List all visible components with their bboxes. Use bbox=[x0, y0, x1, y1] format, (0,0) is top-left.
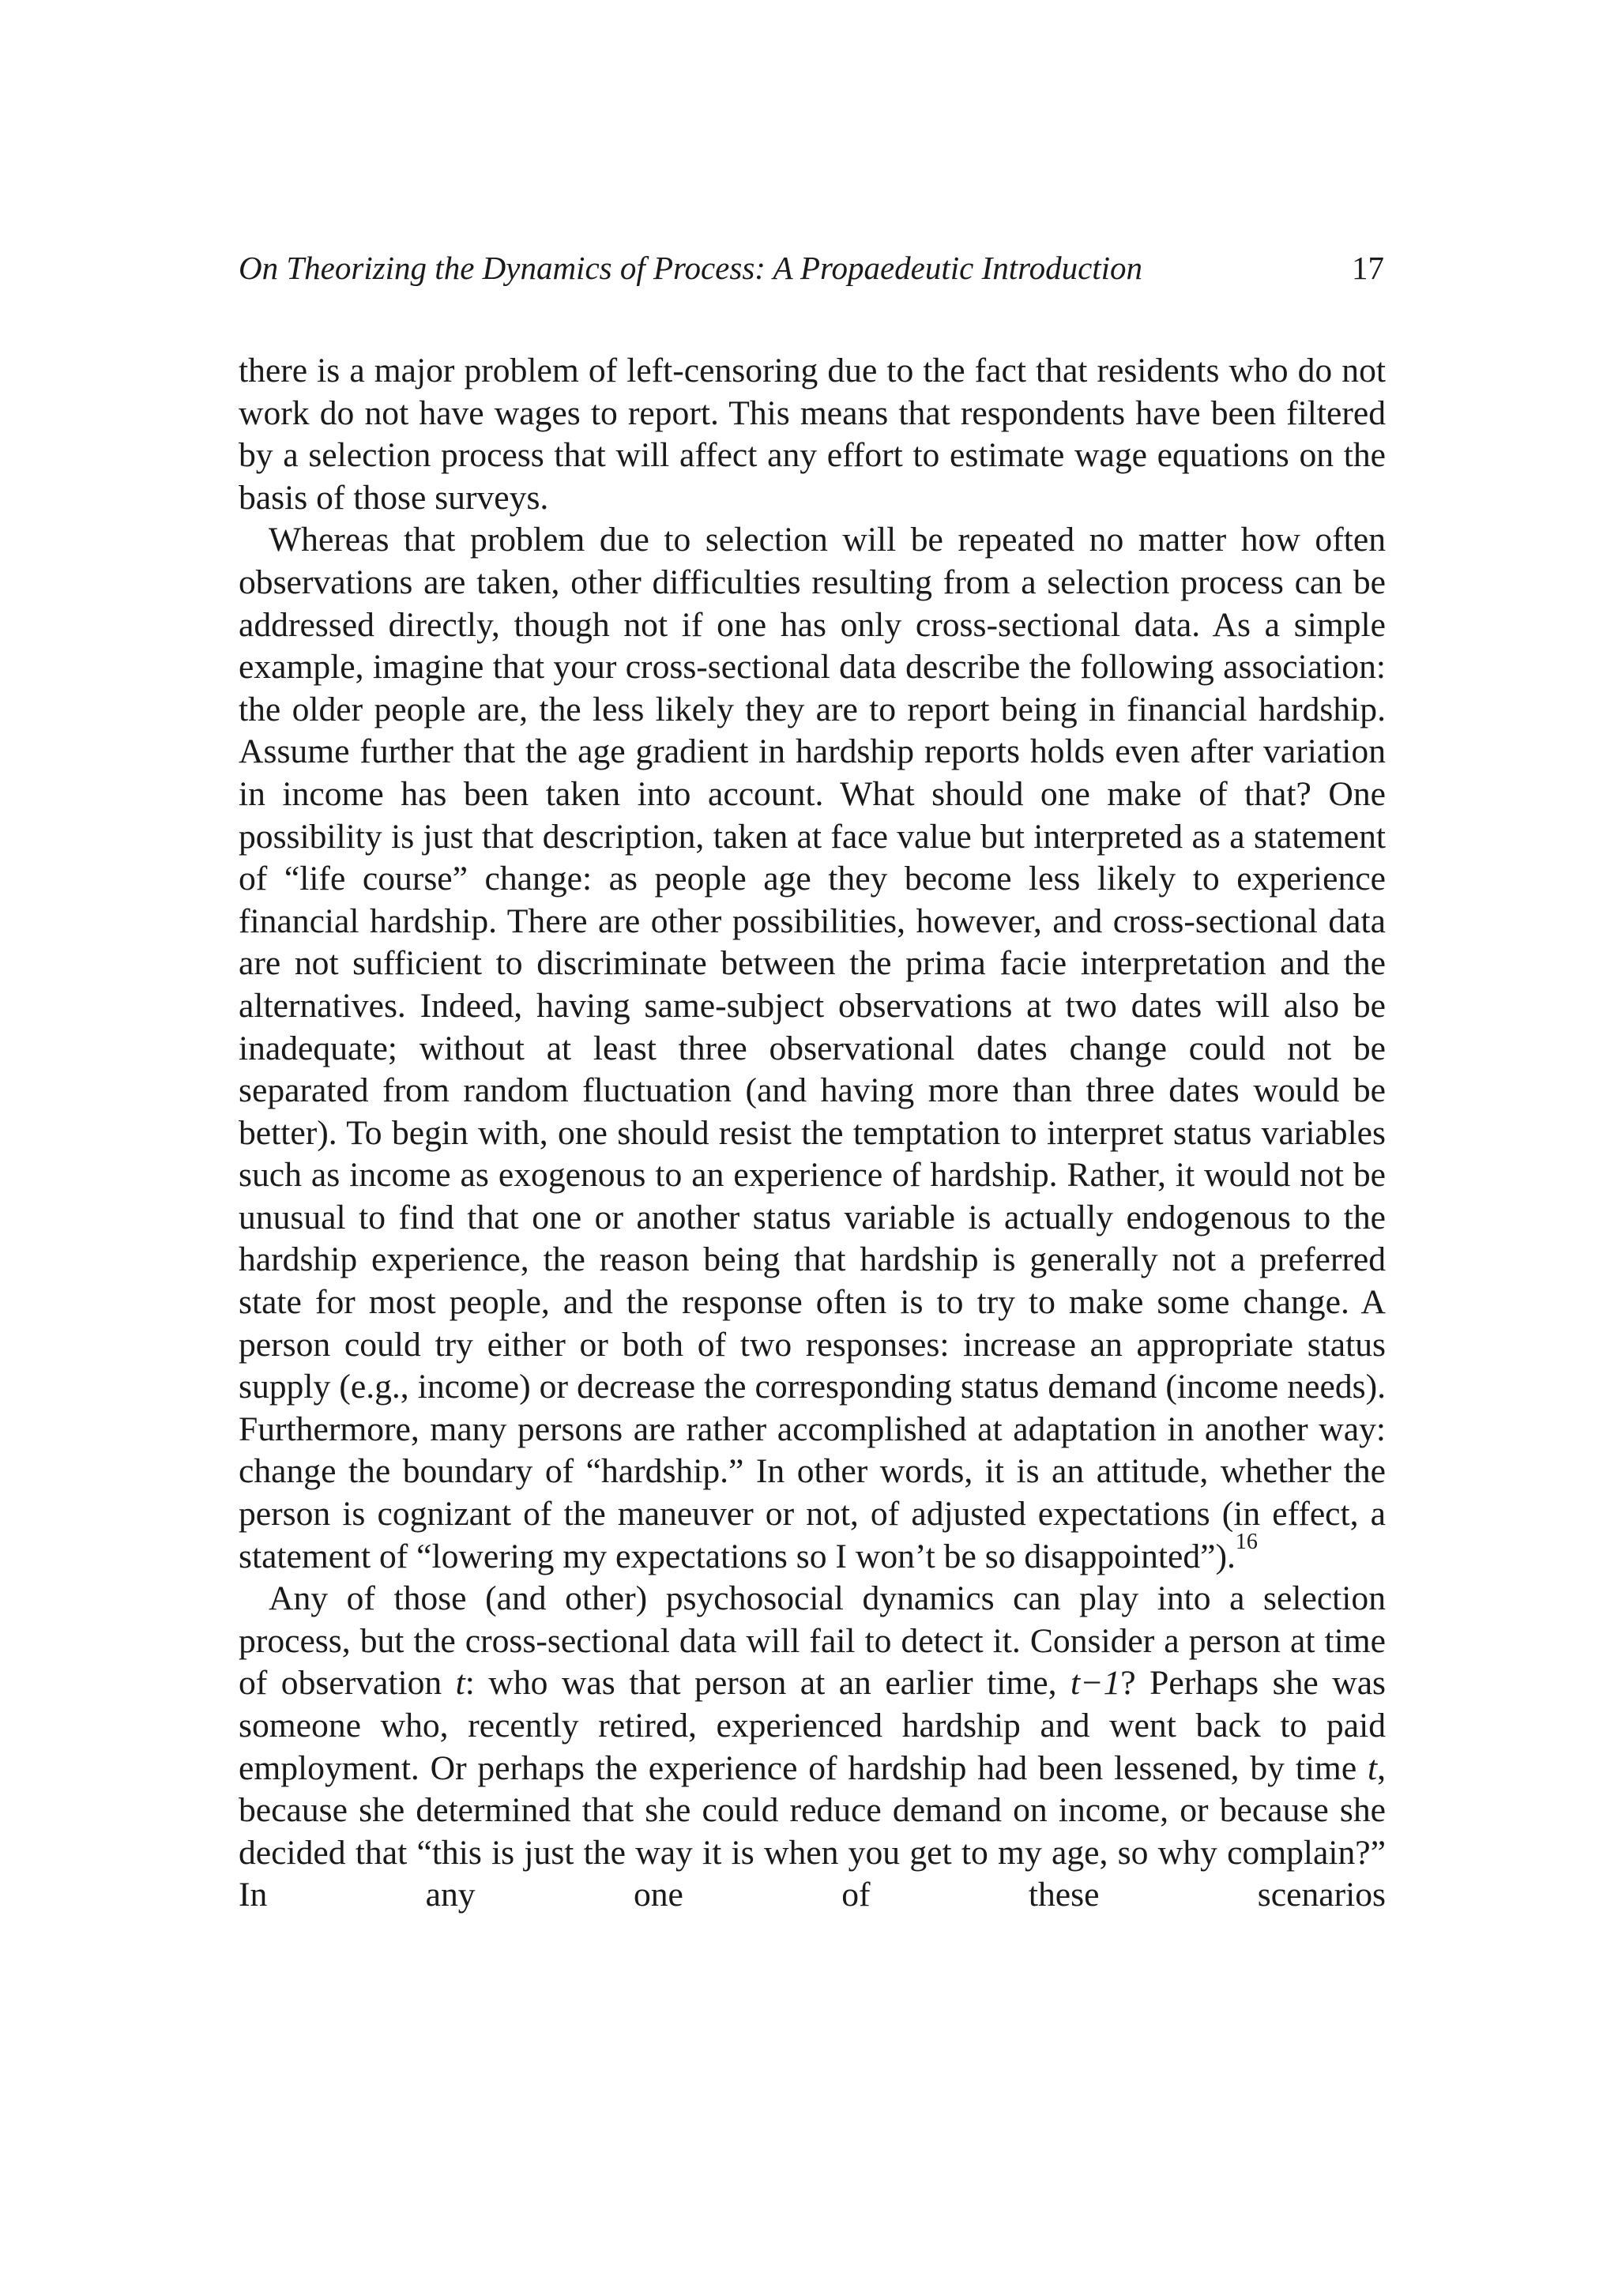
variable-t: t bbox=[1367, 1748, 1378, 1787]
paragraph-2-text: Whereas that problem due to selection will be repeated no matter how often observations are taken, other difficulties resulting from a selection process can be addressed directly, though not if one has only cross-sectional data. As a simple example, imagine that your cross-sectional data describe the following association: the older people are, the less likely they are to report being in financial hardship. Assume further that the age gradient in hardship reports holds even after variation in income has been taken into account. What should one make of that? One possibility is just that description, taken at face value but interpreted as a statement of “life course” change: as people age they become less likely to experience financial hardship. There are other possibilities, however, and cross-sectional data are not sufficient to discriminate between the prima facie interpretation and the alternatives. Indeed, having same-subject observations at two dates will also be inadequate; without at least three observational dates change could not be separated from random fluctuation (and having more than three dates would be better). To begin with, one should resist the temptation to interpret status variables such as income as exogenous to an experience of hardship. Rather, it would not be unusual to find that one or another status variable is actually endogenous to the hardship experience, the reason being that hardship is generally not a preferred state for most people, and the response often is to try to make some change. A person could try either or both of two responses: increase an appropriate status supply (e.g., income) or decrease the corresponding status demand (income needs). Furthermore, many persons are rather accomplished at adaptation in another way: change the boundary of “hardship.” In other words, it is an attitude, whether the person is cognizant of the maneuver or not, of adjusted expectations (in effect, a statement of “lowering my expectations so I won’t be so disappointed”). bbox=[239, 521, 1386, 1575]
paragraph-3 bbox=[239, 1578, 1386, 1917]
paragraph-3-text-c: ? Perhaps she was someone who, recently retired, experienced hardship and went back to paid employment. Or perhaps the experience of hardship had been lessened, by time bbox=[239, 1664, 1387, 1787]
running-head bbox=[239, 247, 1389, 289]
body-text bbox=[239, 350, 1386, 1917]
variable-t-minus-1: t−1 bbox=[1070, 1664, 1121, 1703]
paragraph-1: there is a major problem of left-censoring due to the fact that residents who do not work do not have wages to report. This means that respondents have been filtered by a selection process that will affect any effort to estimate wage equations on the basis of those surveys. bbox=[239, 352, 1386, 517]
footnote-ref-16[interactable]: 16 bbox=[1235, 1529, 1258, 1554]
paragraph-3-text-a: Any of those (and other) psychosocial dynamics can play into a selection process, but the cross-sectional data will fail to detect it. Consider a person at time of observation bbox=[239, 1579, 1386, 1703]
paragraph-3-text-b: : who was that person at an earlier time, bbox=[465, 1664, 1071, 1703]
paragraph-2 bbox=[239, 519, 1386, 1578]
page-number: 17 bbox=[1352, 250, 1384, 286]
variable-t: t bbox=[455, 1664, 465, 1703]
paragraph-3-text-d: , because she determined that she could reduce demand on income, or because she decided that “this is just the way it is when you get to my age, so why complain?” In any one of these scenarios bbox=[239, 1748, 1386, 1914]
running-title: On Theorizing the Dynamics of Process: A Propaedeutic Introduction bbox=[239, 250, 1143, 286]
